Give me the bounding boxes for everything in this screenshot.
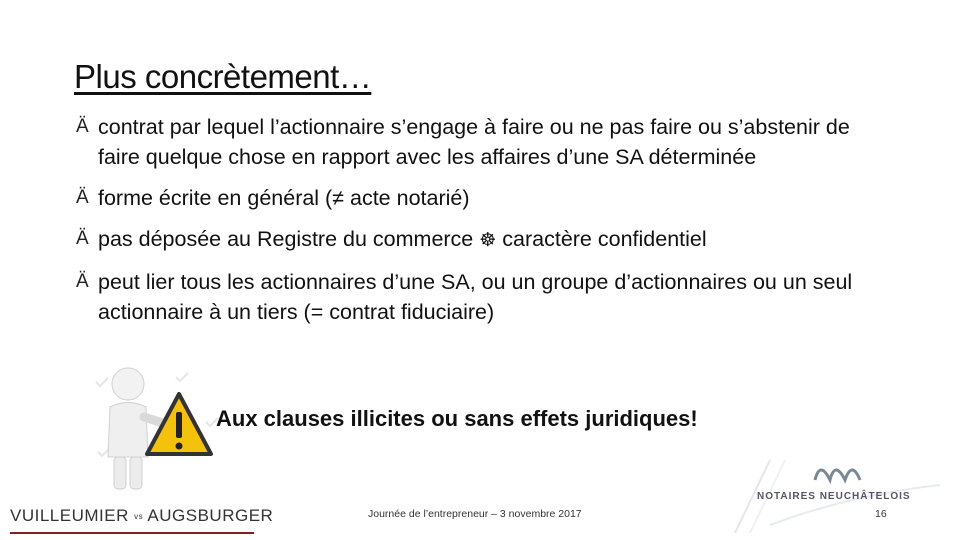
bullet-item (76, 267, 896, 327)
footer-text: Journée de l’entrepreneur – 3 novembre 2017 (368, 508, 582, 520)
logo-part1: VUILLEUMIER (10, 506, 129, 525)
arrow-bullet-icon: Ä (76, 228, 89, 249)
bullet-item (76, 183, 896, 213)
bullet-text-before: pas déposée au Registre du commerce (98, 227, 480, 251)
notaires-logo-text: NOTAIRES NEUCHÂTELOIS (757, 491, 911, 502)
logo-vs: vs (134, 512, 144, 522)
bullet-list (76, 112, 896, 338)
dharma-wheel-icon: ☸ (479, 230, 497, 251)
slide-title: Plus concrètement… (74, 58, 372, 95)
bullet-text: forme écrite en général (≠ acte notarié) (98, 186, 470, 210)
bullet-text: contrat par lequel l’actionnaire s’engage à faire ou ne pas faire ou s’abstenir de faire quelque chose en rapport avec les affaires d’une SA déterminée (98, 115, 850, 169)
arrow-bullet-icon: Ä (76, 116, 89, 137)
warning-figure-icon (86, 362, 236, 492)
page-number: 16 (875, 508, 887, 520)
bullet-item (76, 224, 896, 256)
bullet-text-after: caractère confidentiel (496, 227, 707, 251)
warning-text: Aux clauses illicites ou sans effets juridiques! (216, 406, 698, 431)
bullet-text: peut lier tous les actionnaires d’une SA, ou un groupe d’actionnaires ou un seul actionnaire à un tiers (= contrat fiduciaire) (98, 270, 853, 324)
arrow-bullet-icon: Ä (76, 187, 89, 208)
vuilleumier-augsburger-logo (10, 506, 274, 534)
logo-part2: AUGSBURGER (147, 506, 274, 525)
arrow-bullet-icon: Ä (76, 271, 89, 292)
bullet-item (76, 112, 896, 172)
